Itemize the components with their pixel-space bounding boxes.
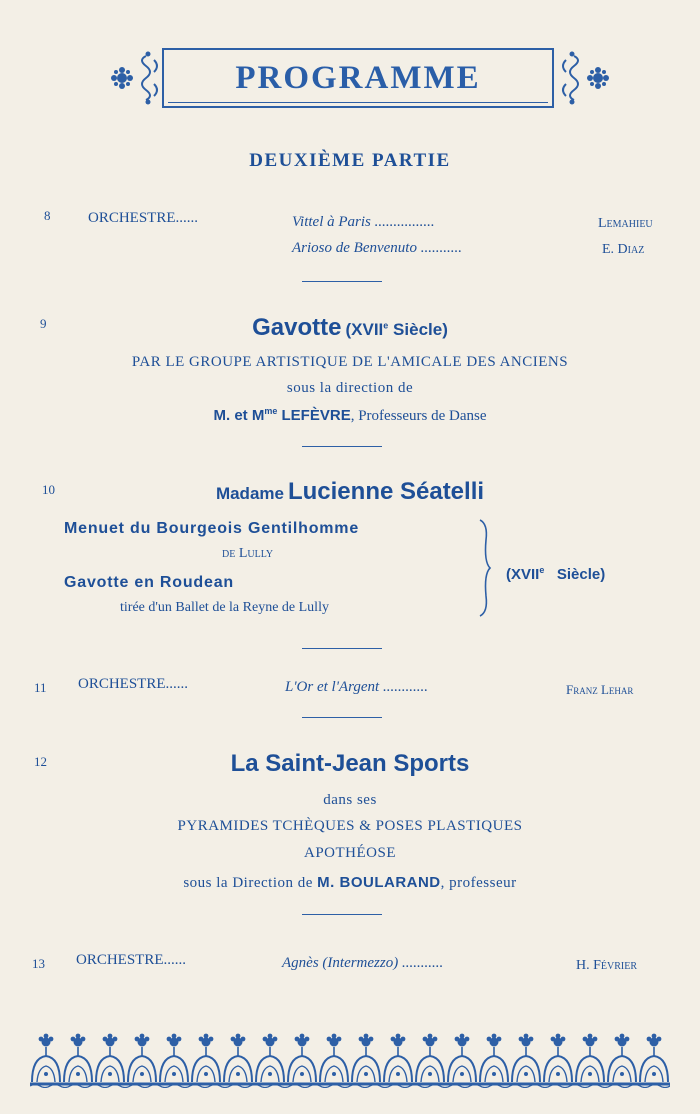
page-title: PROGRAMME xyxy=(235,60,481,96)
orchestre-label: ORCHESTRE xyxy=(88,210,176,226)
work-title: Arioso de Benvenuto xyxy=(292,240,417,256)
floral-motif-icon xyxy=(608,1034,636,1082)
item-number-13: 13 xyxy=(32,956,45,971)
item-13-work: Agnès (Intermezzo) ........... xyxy=(282,955,444,971)
sports-direction: sous la Direction de M. BOULARAND, professeur xyxy=(183,874,517,891)
item-number-10: 10 xyxy=(42,482,55,497)
flower-scroll-ornament-left-icon xyxy=(108,50,168,106)
floral-motif-icon xyxy=(128,1034,156,1082)
floral-motif-icon xyxy=(160,1034,188,1082)
item-13-line: ORCHESTRE...... xyxy=(76,952,187,968)
floral-motif-icon xyxy=(480,1034,508,1082)
dot-leader: ...... xyxy=(175,210,199,226)
composer-fevrier: H. Février xyxy=(576,958,638,973)
floral-motif-icon xyxy=(32,1034,60,1082)
gavotte-heading xyxy=(0,314,700,342)
floral-motif-icon xyxy=(96,1034,124,1082)
composer-lemahieu: Lemahieu xyxy=(598,216,653,231)
divider xyxy=(302,648,382,649)
item-11-work: L'Or et l'Argent ............ xyxy=(285,679,428,695)
floral-motif-icon xyxy=(544,1034,572,1082)
group-line: PAR LE GROUPE ARTISTIQUE DE L'AMICALE DES ANCIENS xyxy=(131,354,569,370)
sports-title: La Saint-Jean Sports xyxy=(230,750,470,777)
piece-menuet: Menuet du Bourgeois Gentilhomme xyxy=(64,520,360,537)
divider xyxy=(302,914,382,915)
artist-heading xyxy=(0,478,700,506)
item-number-8: 8 xyxy=(44,208,51,223)
item-8-work-2 xyxy=(292,240,462,257)
artist-name: Lucienne Séatelli xyxy=(287,478,485,505)
floral-motif-icon xyxy=(640,1034,668,1082)
title-frame xyxy=(162,48,554,108)
sports-line-1: dans ses xyxy=(323,792,377,808)
gavotte-title: Gavotte xyxy=(252,314,342,341)
sports-line-2: PYRAMIDES TCHÈQUES & POSES PLASTIQUES xyxy=(177,818,523,834)
madame-label: Madame xyxy=(215,484,284,503)
floral-motif-icon xyxy=(192,1034,220,1082)
floral-motif-icon xyxy=(512,1034,540,1082)
direction-line: sous la direction de xyxy=(286,380,414,396)
item-8-line-1 xyxy=(88,210,198,227)
floral-motif-icon xyxy=(288,1034,316,1082)
divider xyxy=(302,717,382,718)
floral-motif-icon xyxy=(352,1034,380,1082)
work-title: Vittel à Paris xyxy=(292,214,371,230)
sports-line-3: APOTHÉOSE xyxy=(303,845,396,861)
floral-motif-icon xyxy=(384,1034,412,1082)
floral-motif-icon xyxy=(448,1034,476,1082)
composer-lehar: Franz Lehar xyxy=(566,682,634,697)
flower-scroll-ornament-right-icon xyxy=(552,50,612,106)
item-number-11: 11 xyxy=(34,680,47,695)
section-subtitle: DEUXIÈME PARTIE xyxy=(249,150,451,171)
divider xyxy=(302,281,382,282)
item-number-9: 9 xyxy=(40,316,47,331)
floral-motif-icon xyxy=(576,1034,604,1082)
floral-motif-icon xyxy=(256,1034,284,1082)
floral-motif-icon xyxy=(320,1034,348,1082)
floral-border-icon xyxy=(30,1030,670,1088)
century-label: (XVIIe Siècle) xyxy=(345,320,448,339)
teachers-line: M. et $M^{me}$ LEFÈVRE, Professeurs de Danse xyxy=(213,406,487,424)
divider xyxy=(302,446,382,447)
piece-menuet-by: de Lully xyxy=(222,546,274,561)
floral-motif-icon xyxy=(224,1034,252,1082)
composer-diaz: E. Diaz xyxy=(602,242,645,257)
century-label-10: (XVIIe Siècle) xyxy=(506,565,606,583)
floral-motif-icon xyxy=(64,1034,92,1082)
item-11-line: ORCHESTRE...... xyxy=(78,676,189,692)
dot-leader: ........... xyxy=(420,240,462,256)
piece-gavotte: Gavotte en Roudean xyxy=(64,574,234,591)
item-number-12: 12 xyxy=(34,754,47,769)
floral-motif-icon xyxy=(416,1034,444,1082)
piece-gavotte-by: tirée d'un Ballet de la Reyne de Lully xyxy=(120,600,329,615)
brace-icon xyxy=(478,518,492,618)
dot-leader: ................ xyxy=(374,214,435,230)
item-8-work-1 xyxy=(292,214,435,231)
